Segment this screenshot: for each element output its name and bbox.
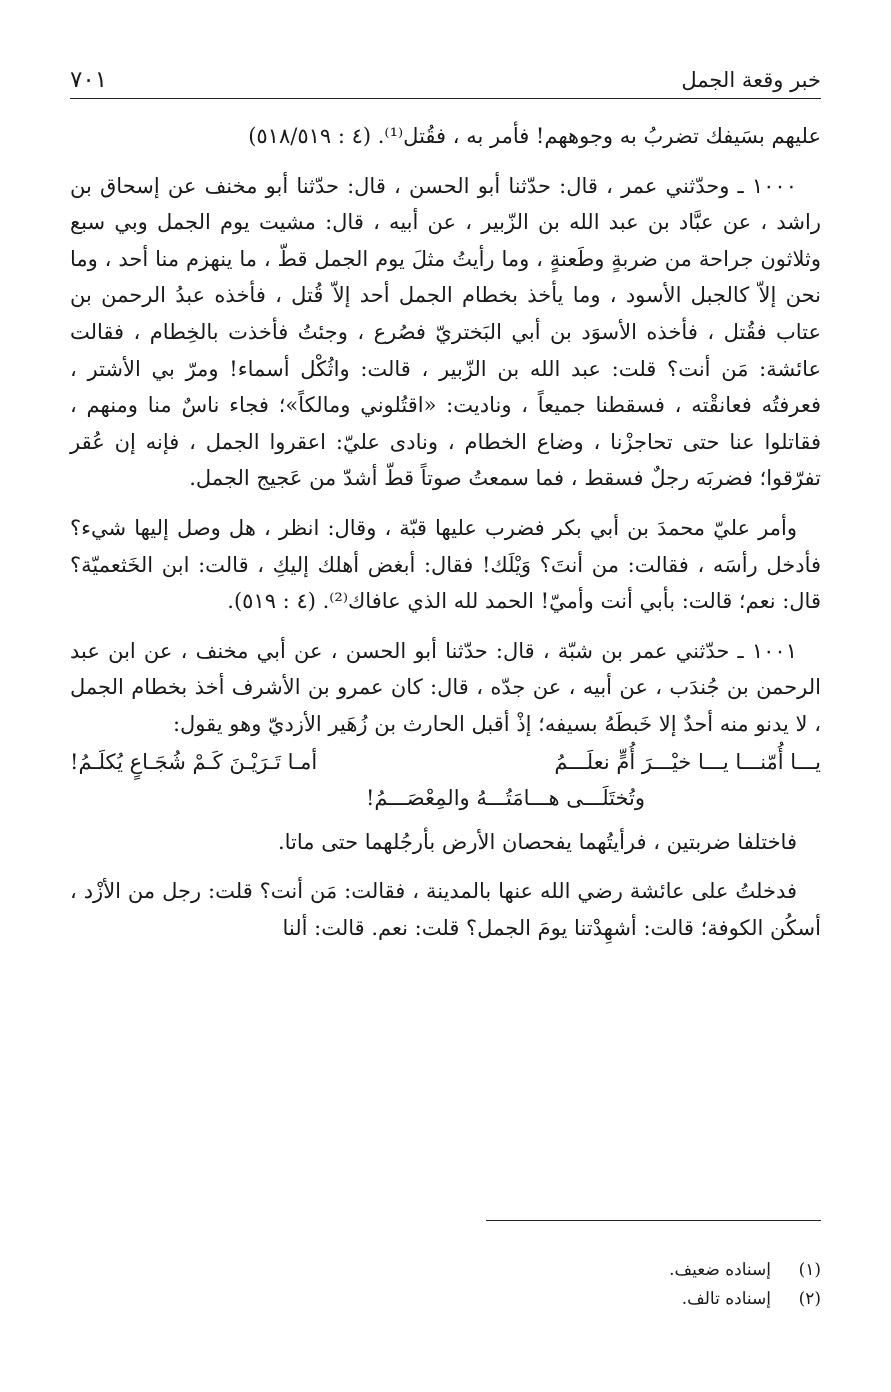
footnote-divider — [486, 1220, 821, 1221]
paragraph: عليهم بسَيفك تضربُ به وجوههم! فأمر به ، فقُتل⁽¹⁾. (٤ : ٥١٨/٥١٩) — [248, 124, 821, 148]
poem-hemistich: أمـا تَـرَيْـنَ كَـمْ شُجَـاعٍ يُكلَـمُ! — [70, 749, 318, 774]
poem-line: وتُختَلَـــى هـــامَتُـــهُ والمِعْصَـــمُ! — [365, 786, 646, 811]
footnotes — [70, 1256, 821, 1314]
poem — [70, 744, 821, 817]
paragraph: ١٠٠٠ ـ وحدّثني عمر ، قال: حدّثنا أبو الحسن ، قال: حدّثنا أبو مخنف عن إسحاق بن راشد ، عن عبَّاد بن عبد الله بن الزّبير ، عن أبيه ، قال: مشيت يوم الجمل وبي سبع وثلاثون جراحة من ضربةٍ وطَعنةٍ ، وما رأيتُ مثلَ يوم الجمل قطّ ، ما ينهزم منا أحد ، وما نحن إلاّ كالجبل الأسود ، وما يأخذ بخطام الجمل أحد إلاّ قُتل ، فأخذه عبدُ الرحمن بن عتاب فقُتل ، فأخذه الأسوَد بن أبي البَختريّ فصُرع ، وجئتُ فأخذت بالخِطام ، فقالت عائشة: مَن أنت؟ قلت: عبد الله بن الزّبير ، قالت: واثُكْل أسماء! ومرّ بي الأشتر ، فعرفتُه فعانقْته ، فسقطنا جميعاً ، وناديت: «اقتُلوني ومالكاً»؛ فجاء ناسٌ منا ومنهم ، فقاتلوا عنا حتى تحاجزْنا ، وضاع الخطام ، ونادى عليّ: اعقروا الجمل ، فإنه إن عُقر تفرّقوا؛ فضربَه رجلٌ فسقط ، فما سمعتُ صوتاً قطّ أشدّ من عَجيج الجمل. — [70, 173, 821, 491]
poem-hemistich: يـــا أُمّنـــا يـــا خيْـــرَ أُمٍّ نعلَـــمُ — [554, 749, 821, 774]
page-header — [70, 62, 821, 99]
main-text — [70, 118, 821, 946]
footnote-number: (١) — [798, 1260, 821, 1280]
running-title: خبر وقعة الجمل — [681, 68, 821, 92]
paragraph: وأمر عليّ محمدَ بن أبي بكر فضرب عليها قبّة ، وقال: انظر ، هل وصل إليها شيء؟ فأدخل رأسَه ، فقالت: من أنتَ؟ وَيْلَك! فقال: أبغض أهلك إليكِ ، قالت: ابن الخَثعميّة؟ قال: نعم؛ قالت: بأبي أنت وأميّ! الحمد لله الذي عافاك⁽²⁾. (٤ : ٥١٩). — [70, 515, 821, 614]
paragraph: فاختلفا ضربتين ، فرأيتُهما يفحصان الأرض بأرجُلهما حتى ماتا. — [277, 829, 797, 854]
page-number: ٧٠١ — [70, 67, 108, 93]
footnote-text: إسناده تالف. — [681, 1289, 771, 1309]
poem-line — [70, 744, 821, 781]
paragraph: فدخلتُ على عائشة رضي الله عنها بالمدينة ، فقالت: مَن أنت؟ قلت: رجل من الأزْد ، أسكُن الكوفة؛ قالت: أشهِدْتنا يومَ الجمل؟ قلت: نعم. قالت: ألنا — [70, 879, 821, 940]
paragraph: ١٠٠١ ـ حدّثني عمر بن شبّة ، قال: حدّثنا أبو الحسن ، عن أبي مخنف ، عن ابن عبد الرحمن بن جُندَب ، عن أبيه ، عن جدّه ، قال: كان عمرو بن الأشرف أخذ بخطام الجمل ، لا يدنو منه أحدٌ إلا خَبطَهُ بسيفه؛ إذْ أقبل الحارث بن زُهَير الأزديّ وهو يقول: — [70, 638, 821, 736]
footnote-number: (٢) — [798, 1289, 821, 1309]
footnote — [70, 1256, 821, 1285]
footnote-text: إسناده ضعيف. — [669, 1260, 771, 1280]
footnote — [70, 1285, 821, 1314]
